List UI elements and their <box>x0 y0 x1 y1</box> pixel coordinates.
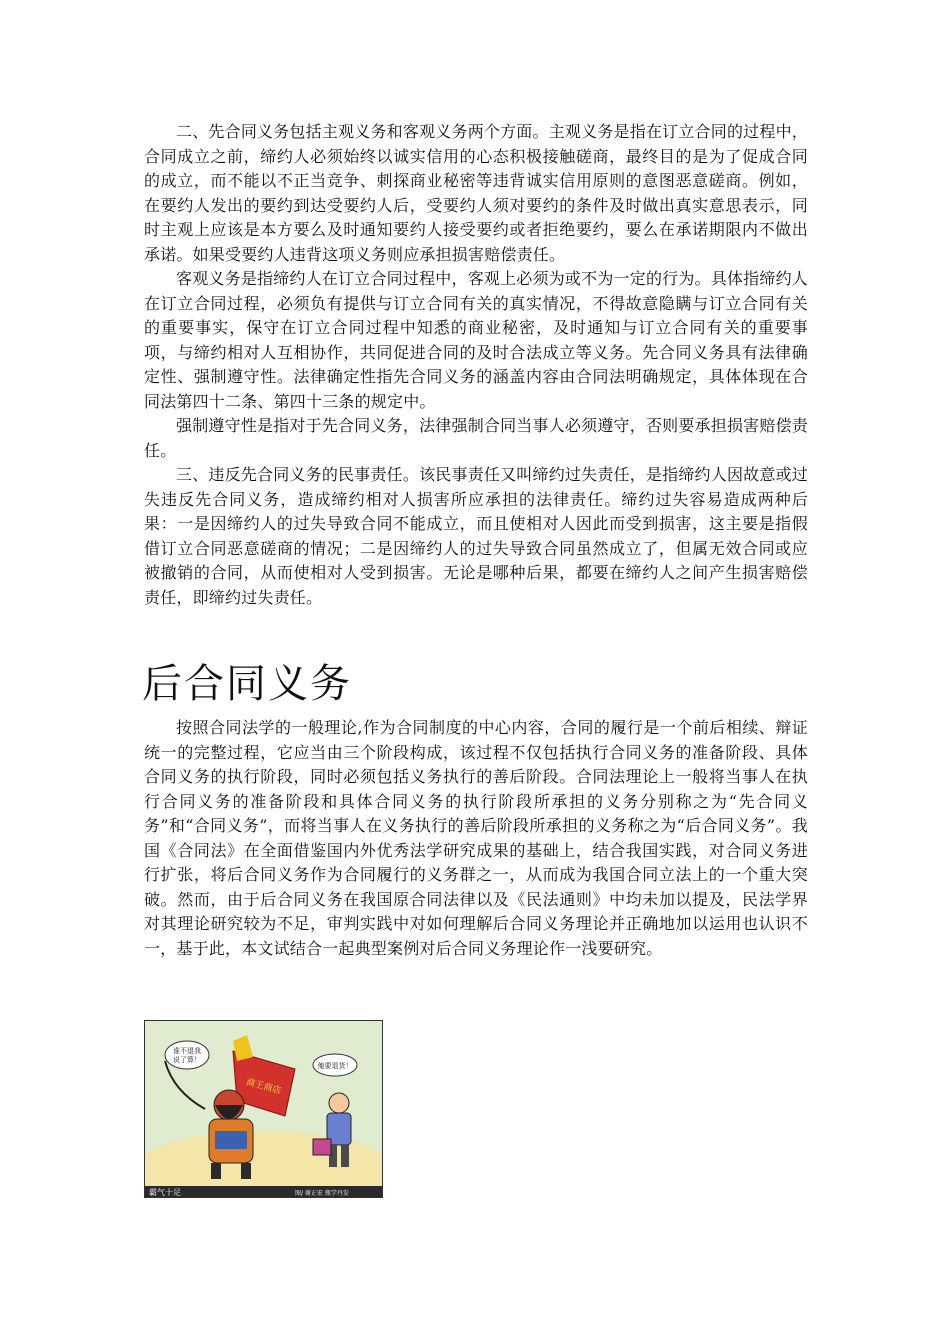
cartoon-illustration <box>144 1020 383 1198</box>
paragraph-civil-liability: 三、违反先合同义务的民事责任。该民事责任又叫缔约过失责任，是指缔约人因故意或过失违反先合同义务，造成缔约相对人损害所应承担的法律责任。缔约过失容易造成两种后果：一是因缔约人的过失导致合同不能成立，而且使相对人因此而受到损害，这主要是指假借订立合同恶意磋商的情况；二是因缔约人的过失导致合同虽然成立了，但属无效合同或应被撤销的合同，从而使相对人受到损害。无论是哪种后果，都要在缔约人之间产生损害赔偿责任，即缔约过失责任。 <box>144 465 808 607</box>
footer-left-caption: 霸气十足 <box>149 1188 181 1197</box>
bubble-left-line1: 谁不退我 <box>173 1047 201 1055</box>
paragraph-post-contract-duty: 按照合同法学的一般理论,作为合同制度的中心内容，合同的履行是一个前后相续、辩证统一的完整过程，它应当由三个阶段构成，该过程不仅包括执行合同义务的准备阶段、具体合同义务的执行阶段，同时必须包括义务执行的善后阶段。合同法理论上一般将当事人在执行合同义务的准备阶段和具体合同义务的执行阶段所承担的义务分别称之为“先合同义务”和“合同义务”，而将当事人在义务执行的善后阶段所承担的义务称之为“后合同义务”。我国《合同法》在全面借鉴国内外优秀法学研究成果的基础上，结合我国实践，对合同义务进行扩张，将后合同义务作为合同履行的义务群之一，从而成为我国合同立法上的一个重大突破。然而，由于后合同义务在我国原合同法律以及《民法通则》中均未加以提及，民法学界对其理论研究较为不足，审判实践中对如何理解后合同义务理论并正确地加以运用也认识不一，基于此，本文试结合一起典型案例对后合同义务理论作一浅要研究。 <box>144 718 808 958</box>
section-heading: 后合同义务 <box>142 661 352 707</box>
speech-bubble-left <box>165 1041 209 1069</box>
bubble-right-text: 俺要退货！ <box>317 1062 353 1070</box>
paragraph-objective-duty: 客观义务是指缔约人在订立合同过程中，客观上必须为或不为一定的行为。具体指缔约人在订立合同过程，必须负有提供与订立合同有关的真实情况，不得故意隐瞒与订立合同有关的重要事实，保守在订立合同过程中知悉的商业秘密，及时通知与订立合同有关的重要事项，与缔约相对人互相协作，共同促进合同的及时合法成立等义务。先合同义务具有法律确定性、强制遵守性。法律确定性指先合同义务的涵盖内容由合同法明确规定，具体体现在合同法第四十二条、第四十三条的规定中。 <box>144 269 808 411</box>
paragraph-subjective-duty: 二、先合同义务包括主观义务和客观义务两个方面。主观义务是指在订立合同的过程中，合同成立之前，缔约人必须始终以诚实信用的心态积极接触磋商，最终目的是为了促成合同的成立，而不能以不正当竞争、刺探商业秘密等违背诚实信用原则的意图恶意磋商。例如，在要约人发出的要约到达受要约人后，受要约人须对要约的条件及时做出真实意思表示，同时主观上应该是本方要么及时通知要约人接受要约或者拒绝要约，要么在承诺期限内不做出承诺。如果受要约人违背这项义务则应承担损害赔偿责任。 <box>144 122 808 264</box>
customer-head <box>329 1093 349 1113</box>
paragraph-mandatory-compliance: 强制遵守性是指对于先合同义务，法律强制合同当事人必须遵守，否则要承担损害赔偿责任。 <box>144 416 808 460</box>
bubble-left-line2: 说了算！ <box>173 1056 201 1064</box>
flag-text: 商王商店 <box>244 1077 283 1097</box>
gift-box <box>313 1139 331 1155</box>
document-body <box>144 120 808 961</box>
footer-right-credit: 图/ 谢正宏 瓶学丹发 <box>295 1190 349 1197</box>
